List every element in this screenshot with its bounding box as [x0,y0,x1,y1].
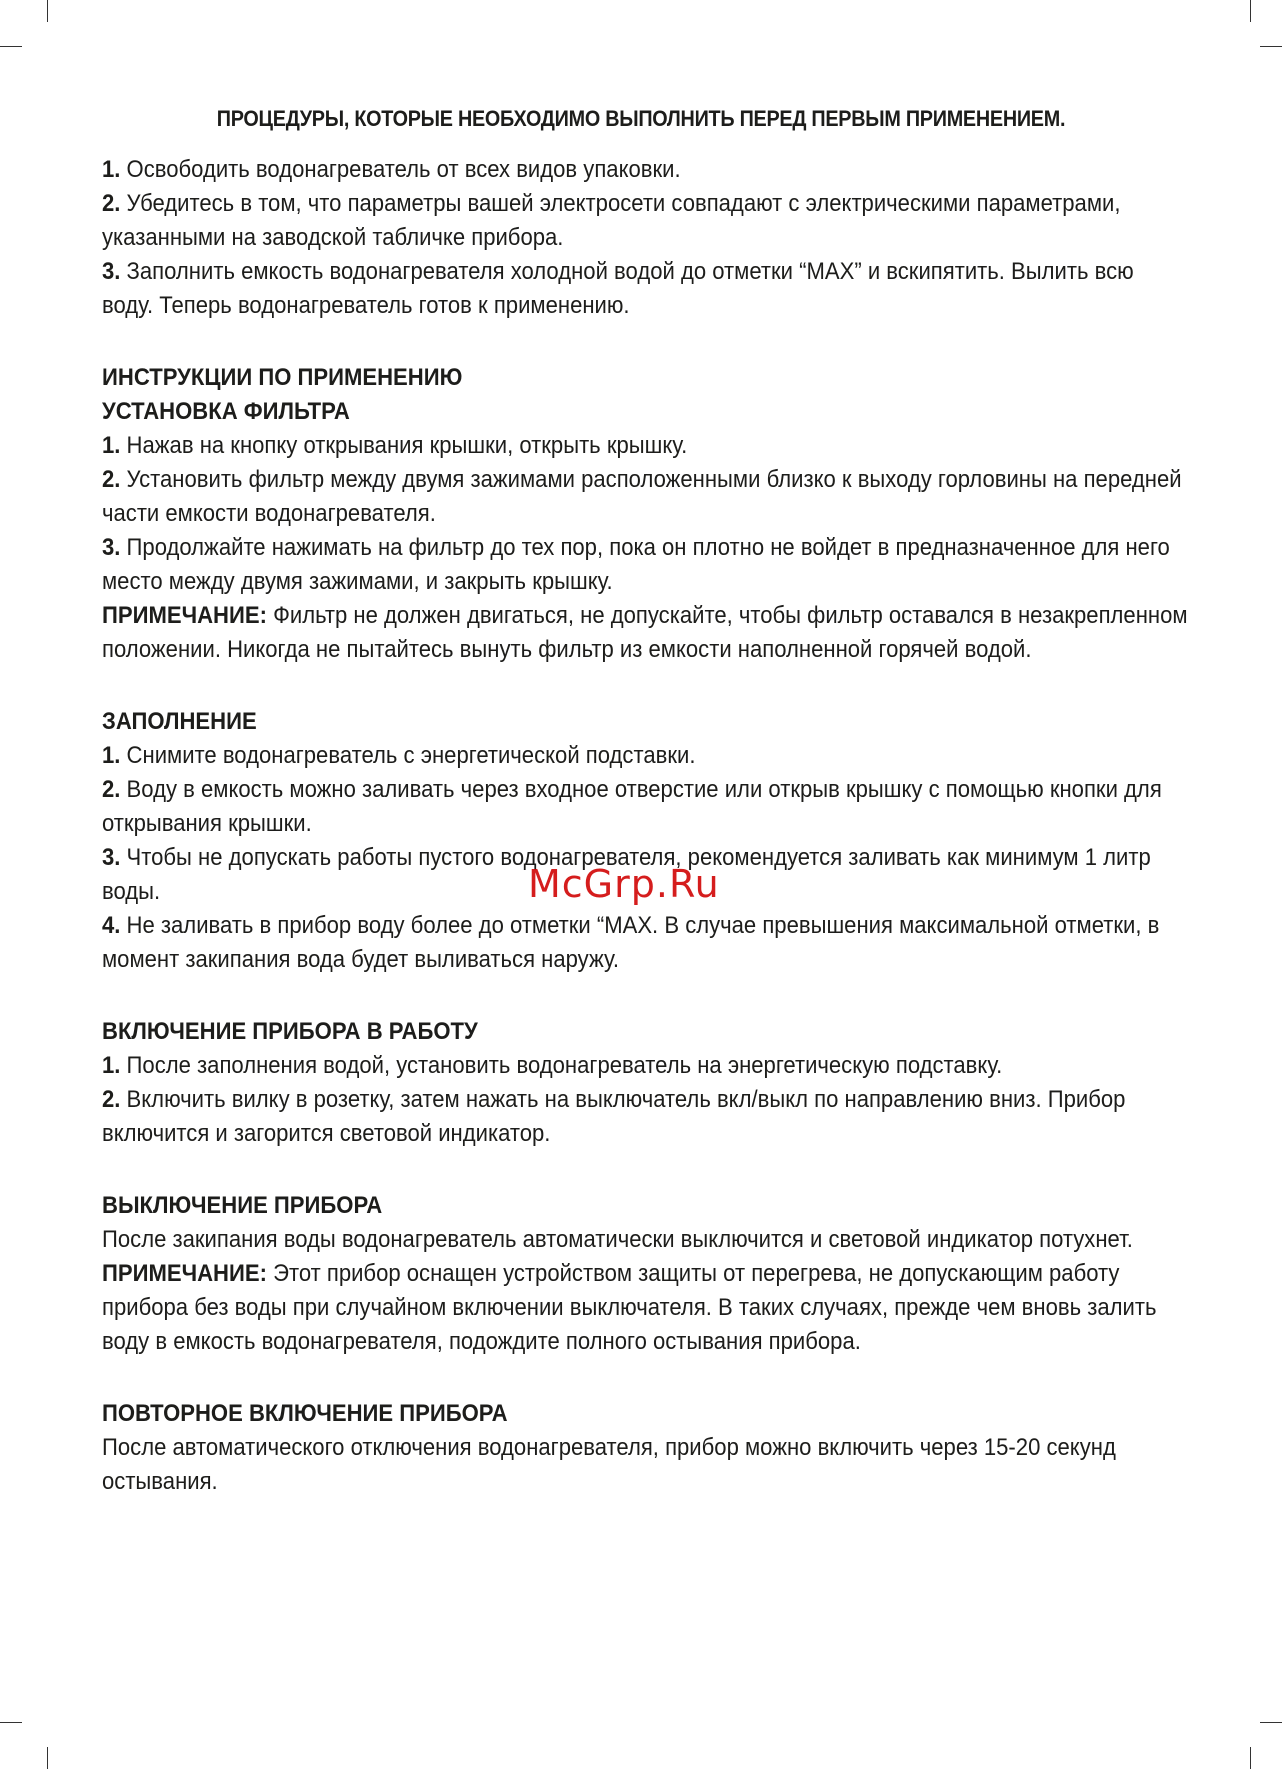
list-item: 1. Освободить водонагреватель от всех видов упаковки. [102,156,681,183]
paragraph: После автоматического отключения водонагревателя, прибор можно включить через 15-20 секунд остывания. [102,1434,1116,1495]
list-item: 3. Заполнить емкость водонагревателя холодной водой до отметки “MAX” и вскипятить. Вылить всю воду. Теперь водонагреватель готов к применению. [102,258,1134,319]
crop-mark [1250,1747,1251,1769]
section-heading: ПОВТОРНОЕ ВКЛЮЧЕНИЕ ПРИБОРА [102,1400,508,1427]
turn-off-section [102,1189,1190,1359]
restart-section [102,1397,1190,1499]
list-item: 3. Чтобы не допускать работы пустого водонагревателя, рекомендуется заливать как минимум 1 литр воды. [102,844,1151,905]
first-use-section [102,153,1190,323]
crop-mark [1250,0,1251,22]
subsection-heading: УСТАНОВКА ФИЛЬТРА [102,398,350,425]
list-item: 3. Продолжайте нажимать на фильтр до тех пор, пока он плотно не войдет в предназначенное для него место между двумя зажимами, и закрыть крышку. [102,534,1170,595]
crop-mark [1260,46,1282,47]
section-heading: ВЫКЛЮЧЕНИЕ ПРИБОРА [102,1192,383,1219]
note: ПРИМЕЧАНИЕ: Этот прибор оснащен устройством защиты от перегрева, не допускающим работу прибора без воды при случайном включении выключателя. В таких случаях, прежде чем вновь залить воду в емкость водонагревателя, подождите полного остывания прибора. [102,1260,1157,1355]
list-item: 2. Убедитесь в том, что параметры вашей электросети совпадают с электрическими параметрами, указанными на заводской табличке прибора. [102,190,1121,251]
usage-section [102,361,1190,667]
list-item: 2. Воду в емкость можно заливать через входное отверстие или открыв крышку с помощью кнопки для открывания крышки. [102,776,1162,837]
filling-section [102,705,1190,977]
section-heading: ЗАПОЛНЕНИЕ [102,708,257,735]
crop-mark [0,1722,22,1723]
paragraph: После закипания воды водонагреватель автоматически выключится и световой индикатор потухнет. [102,1226,1133,1253]
crop-mark [47,0,48,22]
section-heading: ИНСТРУКЦИИ ПО ПРИМЕНЕНИЮ [102,364,463,391]
crop-mark [47,1747,48,1769]
list-item: 1. Снимите водонагреватель с энергетической подставки. [102,742,696,769]
document-body [102,153,1190,1499]
section-heading: ВКЛЮЧЕНИЕ ПРИБОРА В РАБОТУ [102,1018,478,1045]
crop-mark [1260,1722,1282,1723]
list-item: 2. Включить вилку в розетку, затем нажать на выключатель вкл/выкл по направлению вниз. Прибор включится и загорится световой индикатор. [102,1086,1126,1147]
list-item: 1. После заполнения водой, установить водонагреватель на энергетическую подставку. [102,1052,1003,1079]
list-item: 2. Установить фильтр между двумя зажимами расположенными близко к выходу горловины на передней части емкости водонагревателя. [102,466,1182,527]
turn-on-section [102,1015,1190,1151]
list-item: 1. Нажав на кнопку открывания крышки, открыть крышку. [102,432,688,459]
crop-mark [0,46,22,47]
watermark: McGrp.Ru [528,862,720,906]
note: ПРИМЕЧАНИЕ: Фильтр не должен двигаться, не допускайте, чтобы фильтр оставался в незакрепленном положении. Никогда не пытайтесь вынуть фильтр из емкости наполненной горячей водой. [102,602,1188,663]
list-item: 4. Не заливать в прибор воду более до отметки “MAX. В случае превышения максимальной отметки, в момент закипания вода будет выливаться наружу. [102,912,1160,973]
page-title: ПРОЦЕДУРЫ, КОТОРЫЕ НЕОБХОДИМО ВЫПОЛНИТЬ ПЕРЕД ПЕРВЫМ ПРИМЕНЕНИЕМ. [216,106,1066,131]
